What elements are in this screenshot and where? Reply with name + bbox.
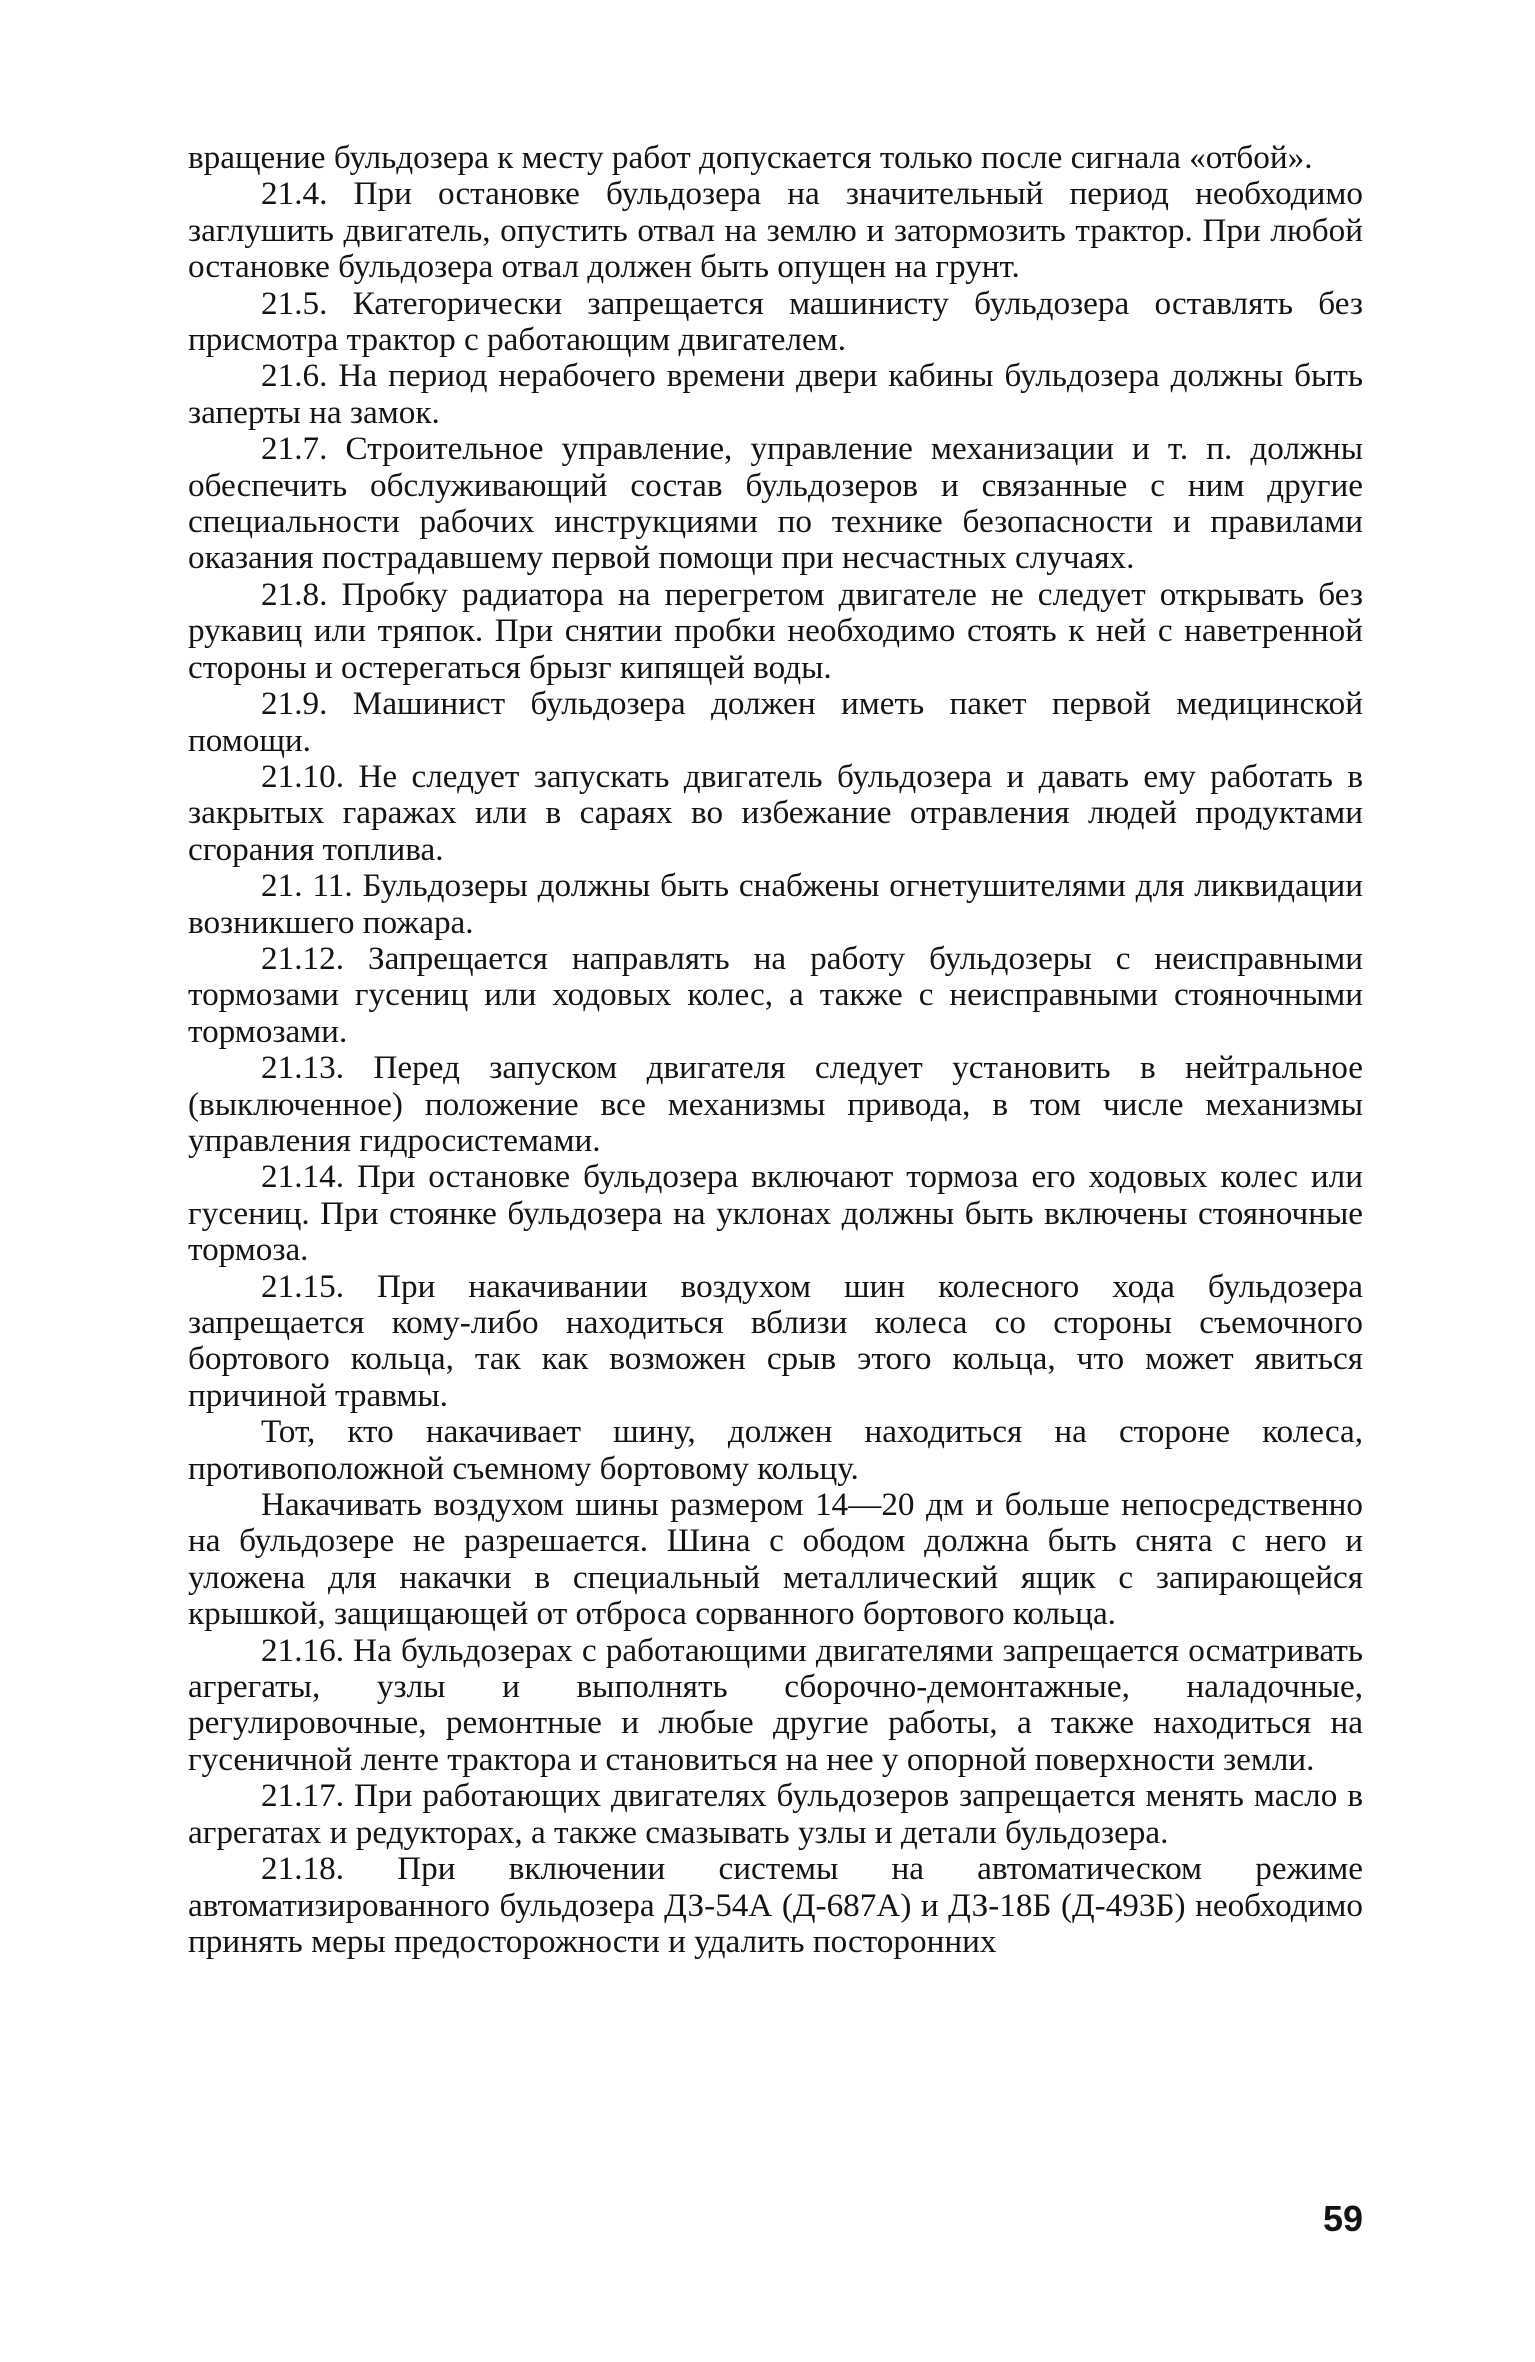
paragraph-21-15: 21.15. При накачивании воздухом шин колесного хода бульдозера запрещается кому-либо находиться вблизи колеса со стороны съемочного бортового кольца, так как возможен срыв этого кольца, что может явиться причиной травмы. [188,1267,1363,1414]
paragraph-21-8: 21.8. Пробку радиатора на перегретом двигателе не следует открывать без рукавиц или тряпок. При снятии пробки необходимо стоять к ней с наветренной стороны и остерегаться брызг кипящей воды. [188,575,1363,686]
paragraph-21-18: 21.18. При включении системы на автоматическом режиме автоматизированного бульдозера ДЗ-54А (Д-687А) и ДЗ-18Б (Д-493Б) необходимо принять меры предосторожности и удалить посторонних [188,1850,1363,1960]
page-number: 59 [1322,2198,1363,2239]
paragraph-21-5: 21.5. Категорически запрещается машинисту бульдозера оставлять без присмотра трактор с работающим двигателем. [188,284,1363,359]
paragraph-21-14: 21.14. При остановке бульдозера включают тормоза его ходовых колес или гусениц. При стоянке бульдозера на уклонах должны быть включены стояночные тормоза. [188,1158,1363,1269]
paragraph-21-7: 21.7. Строительное управление, управление механизации и т. п. должны обеспечить обслуживающий состав бульдозеров и связанные с ним другие специальности рабочих инструкциями по технике безопасности и правилами оказания пострадавшему первой помощи при несчастных случаях. [188,430,1363,577]
paragraph-21-13: 21.13. Перед запуском двигателя следует установить в нейтральное (выключенное) положение все механизмы привода, в том числе механизмы управления гидросистемами. [188,1049,1363,1159]
paragraph-21-12: 21.12. Запрещается направлять на работу бульдозеры с неисправными тормозами гусениц или ходовых колес, а также с неисправными стояночными тормозами. [188,939,1363,1050]
paragraph-21-16: 21.16. На бульдозерах с работающими двигателями запрещается осматривать агрегаты, узлы и выполнять сборочно-демонтажные, наладочные, регулировочные, ремонтные и любые другие работы, а также находиться на гусеничной ленте трактора и становиться на нее у опорной поверхности земли. [188,1631,1363,1778]
body-text [188,140,1363,1960]
paragraph-21-6: 21.6. На период нерабочего времени двери кабины бульдозера должны быть заперты на замок. [188,357,1363,431]
paragraph-21-9: 21.9. Машинист бульдозера должен иметь пакет первой медицинской помощи. [188,685,1363,759]
paragraph-21-11: 21. 11. Бульдозеры должны быть снабжены огнетушителями для ликвидации возникшего пожара. [188,867,1363,941]
paragraph-21-17: 21.17. При работающих двигателях бульдозеров запрещается менять масло в агрегатах и редукторах, а также смазывать узлы и детали бульдозера. [188,1777,1363,1851]
paragraph-21-10: 21.10. Не следует запускать двигатель бульдозера и давать ему работать в закрытых гаражах или в сараях во избежание отравления людей продуктами сгорания топлива. [188,757,1363,868]
paragraph-tire-inflation: Накачивать воздухом шины размером 14—20 дм и больше непосредственно на бульдозере не разрешается. Шина с ободом должна быть снята с него и уложена для накачки в специальный металлический ящик с запирающейся крышкой, защищающей от отброса сорванного бортового кольца. [188,1486,1363,1633]
paragraph-continuation: вращение бульдозера к месту работ допускается только после сигнала «отбой». [188,139,1313,176]
paragraph-21-4: 21.4. При остановке бульдозера на значительный период необходимо заглушить двигатель, опустить отвал на землю и затормозить трактор. При любой остановке бульдозера отвал должен быть опущен на грунт. [188,175,1363,286]
paragraph-tire-side: Тот, кто накачивает шину, должен находиться на стороне колеса, противоположной съемному бортовому кольцу. [188,1413,1363,1487]
